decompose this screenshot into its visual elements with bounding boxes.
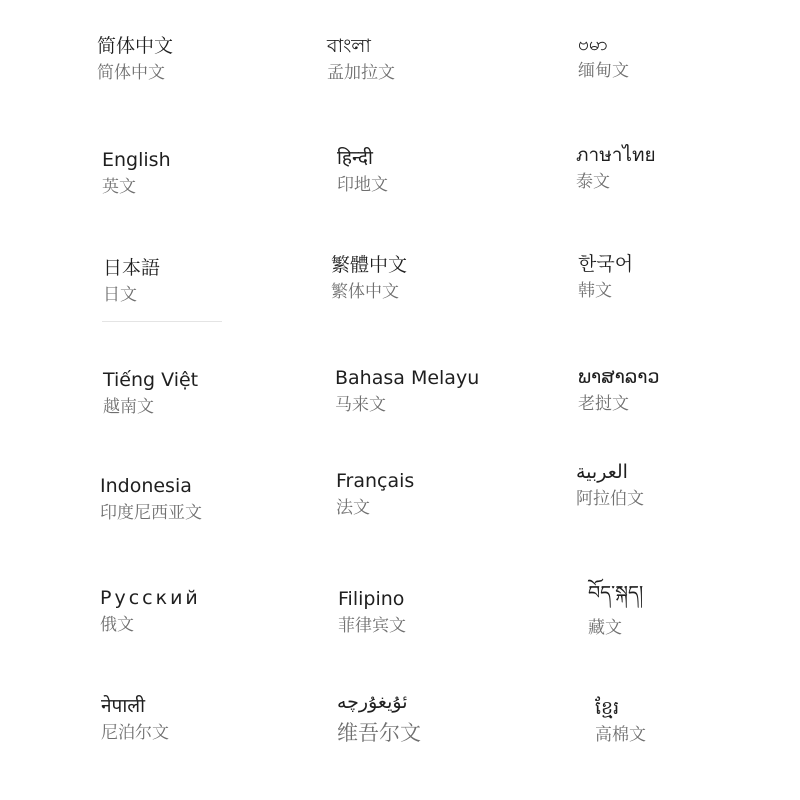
language-translated-name: 日文 [103,285,137,305]
language-native-name: ខ្មែរ [595,697,620,719]
language-native-name: ဗမာ [578,33,608,55]
language-translated-name: 老挝文 [578,394,629,414]
language-translated-name: 缅甸文 [578,61,629,81]
language-option-nepali[interactable] [101,694,301,744]
language-native-name: Français [336,470,415,492]
language-option-russian[interactable] [100,586,300,636]
language-translated-name: 马来文 [335,395,386,415]
language-translated-name: 阿拉伯文 [576,489,644,509]
language-option-lao[interactable] [578,365,778,415]
language-native-name: Tiếng Việt [103,369,199,391]
language-native-name: 한국어 [578,253,634,275]
language-translated-name: 英文 [102,177,136,197]
language-native-name: हिन्दी [337,147,373,169]
language-native-name: 日本語 [103,257,161,279]
language-option-malay[interactable] [335,366,535,416]
language-option-english[interactable] [102,148,302,198]
language-translated-name: 高棉文 [595,725,646,745]
language-translated-name: 简体中文 [97,63,165,83]
language-translated-name: 繁体中文 [331,282,399,302]
language-translated-name: 越南文 [103,397,154,417]
language-option-vietnamese[interactable] [103,368,303,418]
language-translated-name: 维吾尔文 [337,721,421,745]
language-option-traditional-chinese[interactable] [331,253,531,303]
language-option-indonesian[interactable] [100,474,300,524]
language-translated-name: 藏文 [588,618,622,638]
language-native-name: ئۇيغۇرچە [337,691,408,713]
language-option-bengali[interactable] [327,34,527,84]
language-option-simplified-chinese[interactable] [97,34,297,84]
language-option-uyghur[interactable] [337,688,537,746]
language-native-name: Русский [100,587,201,609]
language-translated-name: 印度尼西亚文 [100,503,202,523]
language-option-filipino[interactable] [338,587,538,637]
language-native-name: ภาษาไทย [576,144,656,166]
language-translated-name: 俄文 [100,615,134,635]
language-translated-name: 泰文 [576,172,610,192]
language-option-thai[interactable] [576,143,776,193]
language-option-japanese[interactable] [103,256,303,306]
language-native-name: ພາສາລາວ [578,366,660,388]
selection-divider [102,321,222,322]
language-option-burmese[interactable] [578,32,778,82]
language-native-name: नेपाली [101,695,146,717]
language-option-khmer[interactable] [595,696,795,746]
language-option-tibetan[interactable] [588,577,788,639]
language-translated-name: 菲律宾文 [338,616,406,636]
language-native-name: Bahasa Melayu [335,367,480,389]
language-native-name: العربية [576,461,628,483]
language-option-hindi[interactable] [337,146,537,196]
language-native-name: 简体中文 [97,35,174,57]
language-native-name: Indonesia [100,475,192,497]
language-native-name: བོད་སྐད། [588,582,644,604]
language-option-french[interactable] [336,469,536,519]
language-translated-name: 尼泊尔文 [101,723,169,743]
language-native-name: বাংলা [327,35,371,57]
language-translated-name: 孟加拉文 [327,63,395,83]
language-native-name: 繁體中文 [331,254,408,276]
language-option-arabic[interactable] [576,460,776,510]
language-translated-name: 韩文 [578,281,612,301]
language-option-korean[interactable] [578,252,778,302]
language-translated-name: 印地文 [337,175,388,195]
language-native-name: English [102,149,171,171]
language-native-name: Filipino [338,588,405,610]
language-translated-name: 法文 [336,498,370,518]
